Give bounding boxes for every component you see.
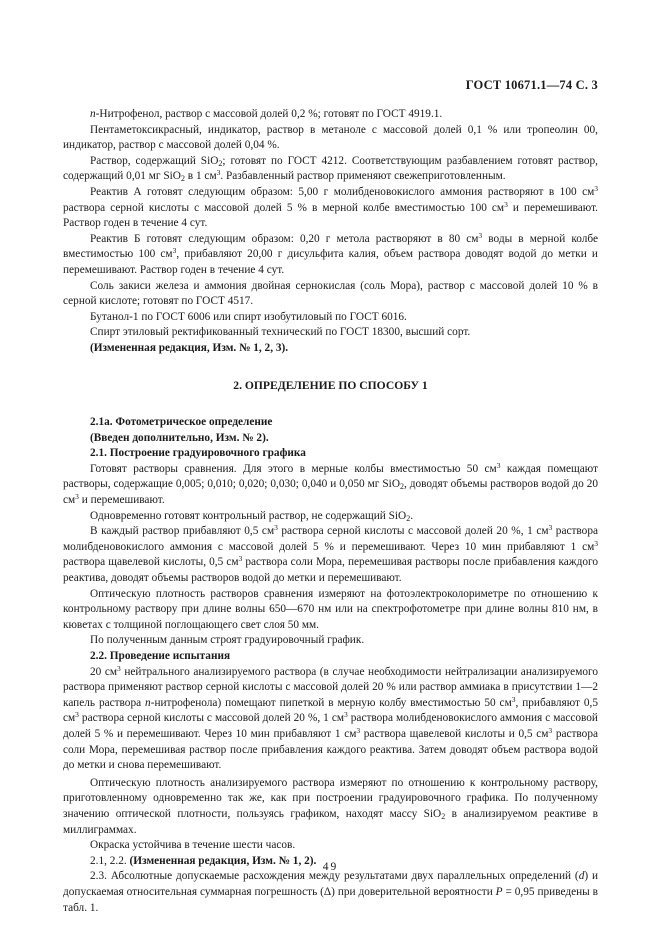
paragraph-indicator: Пентаметоксикрасный, индикатор, раствор в метаноле с массовой долей 0,1 % или тропеолин 00, индикатор, раствор с массовой долей 0,04 %.	[63, 123, 598, 152]
text: и перемешивают.	[78, 494, 165, 507]
text: Раствор, содержащий SiO	[90, 154, 219, 167]
subscript: 2	[218, 158, 223, 168]
subsection-heading-2-1a: 2.1а. Фотометрическое определение	[90, 416, 273, 429]
text: .	[410, 509, 414, 522]
paragraph-measurement	[63, 776, 598, 838]
amendment-text: (Измененная редакция, Изм. № 1, 2).	[129, 854, 317, 867]
paragraph-reagent-b	[63, 232, 598, 279]
running-header: ГОСТ 10671.1—74 С. 3	[465, 78, 598, 92]
paragraph-mohr-salt: Соль закиси железа и аммония двойная сернокислая (соль Мора), раствор с массовой долей 10 % в серной кислоте; готовят по ГОСТ 4517.	[63, 279, 598, 308]
superscript: 3	[478, 230, 483, 240]
text: каждая помещают растворы, содержащие 0,005; 0,010; 0,020; 0,030; 0,040 и 0,050 мг SiO	[63, 462, 598, 491]
text: раствора щавелевой кислоты и 0,5 см	[360, 727, 549, 740]
paragraph-control-solution	[63, 509, 598, 525]
italic-d: d	[578, 870, 585, 883]
paragraph-add-reagents	[63, 524, 598, 586]
superscript: 3	[75, 492, 79, 502]
text: раствора щавелевой кислоты, 0,5 см	[63, 556, 239, 569]
paragraph-reference-solutions	[63, 462, 598, 509]
superscript: 3	[511, 694, 516, 704]
text: , доводят объемы растворов водой до 20 см	[63, 478, 598, 507]
paragraph-calibration-graph: По полученным данным строят градуировочный график.	[90, 634, 365, 647]
paragraph-ethanol: Спирт этиловый ректификованный технический по ГОСТ 18300, высший сорт.	[90, 326, 471, 339]
text: Одновременно готовят контрольный раствор, не содержащий SiO	[90, 509, 407, 522]
subscript: 2	[441, 811, 446, 821]
italic-p: P	[495, 885, 503, 898]
text: ; готовят по ГОСТ 4212. Соответствующим разбавлением готовят раствор, содержащий 0,01 мг SiO	[63, 154, 598, 183]
superscript: 3	[344, 710, 348, 720]
text: раствора серной кислоты с массовой долей 20 %, 1 см	[78, 712, 345, 725]
subsection-heading-2-1: 2.1. Построение градуировочного графика	[90, 447, 306, 460]
superscript: 3	[117, 663, 121, 673]
paragraph-butanol: Бутанол-1 по ГОСТ 6006 или спирт изобутиловый по ГОСТ 6016.	[90, 310, 407, 323]
superscript: 3	[75, 710, 79, 720]
paragraph-nitrophenol	[63, 107, 598, 123]
text: нейтрального анализируемого раствора (в случае необходимости нейтрализации анализируемого раствора применяют раствор серной кислоты с массовой долей 20 % или раствор аммиака в присутствии 1—2 капель раствора	[63, 665, 598, 709]
text: в анализируемом реактиве в миллиграммах.	[63, 807, 598, 836]
page-number: 49	[322, 861, 339, 873]
section-title: 2. ОПРЕДЕЛЕНИЕ ПО СПОСОБУ 1	[233, 378, 428, 392]
text: 2.3. Абсолютные допускаемые расхождения между результатами двух параллельных определений (	[90, 870, 579, 883]
text: Оптическую плотность анализируемого раствора измеряют по отношению к контрольному раствору, приготовленному одновременно так же, как при построении градуировочного графика. По полученному значению оптической плотности, пользуясь графиком, находят массу SiO	[63, 776, 598, 820]
text: раствора серной кислоты с массовой долей 5 % в мерной колбе вместимостью 100 см	[63, 201, 505, 214]
paragraph-test-procedure	[63, 665, 598, 774]
amendment-note: (Введен дополнительно, Изм. № 2).	[90, 431, 269, 444]
text: Реактив А готовят следующим образом: 5,00 г молибденовокислого аммония растворяют в 100 см	[90, 185, 595, 198]
amendment-note: (Измененная редакция, Изм. № 1, 2, 3).	[90, 341, 289, 354]
text: Реактив Б готовят следующим образом: 0,20 г метола растворяют в 80 см	[90, 232, 479, 245]
superscript: 3	[548, 523, 553, 533]
superscript: 3	[356, 725, 361, 735]
superscript: 3	[504, 199, 508, 209]
text: В каждый раствор прибавляют 0,5 см	[90, 525, 275, 538]
text: раствора серной кислоты с массовой долей 20 %, 1 см	[277, 525, 549, 538]
superscript: 3	[274, 523, 278, 533]
superscript: 3	[548, 725, 553, 735]
text: -нитрофенола) помещают пипеткой в мерную колбу вместимостью 50 см	[150, 696, 512, 709]
text: , прибавляют 0,5 см	[63, 696, 598, 725]
text: раствора соли Мора, перемешивая раствор после прибавления каждого реактива. Затем доводят объем раствора водой до метки и снова перемешивают.	[63, 727, 598, 772]
text: 20 см	[90, 665, 118, 678]
superscript: 3	[496, 460, 501, 470]
superscript: 3	[594, 183, 598, 193]
text: Готовят растворы сравнения. Для этого в мерные колбы вместимостью 50 см	[90, 462, 497, 475]
paragraph-color-stability: Окраска устойчива в течение шести часов.	[90, 839, 296, 852]
subscript: 2	[399, 482, 404, 492]
superscript: 3	[238, 554, 243, 564]
document-body	[63, 107, 598, 916]
subsection-heading-2-2: 2.2. Проведение испытания	[90, 650, 231, 662]
text: -Нитрофенол, раствор с массовой долей 0,2 %; готовят по ГОСТ 4919.1.	[95, 108, 443, 120]
text: и перемешивают. Раствор годен в течение 4 сут.	[63, 201, 598, 230]
text: ) и допускаемая относительная суммарная погрешность (Δ) при доверительной вероятности	[63, 870, 598, 898]
paragraph-reagent-a	[63, 185, 598, 232]
text: 2.1, 2.2.	[90, 854, 130, 867]
text: раствора молибденовокислого аммония с массовой долей 5 % и перемешивают. Через 10 мин прибавляют 1 см	[63, 525, 598, 553]
superscript: 3	[594, 538, 598, 548]
text: в 1 см	[184, 170, 217, 183]
text: воды в мерной колбе вместимостью 100 см	[63, 232, 598, 261]
italic-n: n	[145, 696, 151, 709]
paragraph-2-3-tolerances	[63, 869, 598, 916]
text: , прибавляют 20,00 г дисульфита калия, объем раствора доводят водой до метки и перемешивают. Раствор годен в течение 4 сут.	[63, 248, 598, 276]
paragraph-sio2-solution	[63, 154, 598, 185]
subscript: 2	[180, 174, 185, 184]
superscript: 3	[216, 168, 221, 178]
paragraph-optical-density: Оптическую плотность растворов сравнения измеряют на фотоэлектроколориметре по отношению к контрольному раствору при длине волны 650—670 нм или на спектрофотометре при длине волны 810 нм, в кюветах с толщиной поглощающего свет слоя 50 мм.	[63, 587, 598, 631]
text: раствора молибденовокислого аммония с массовой долей 5 % и перемешивают. Через 10 мин прибавляют 1 см	[63, 712, 598, 740]
text: = 0,95 приведены в табл. 1.	[63, 885, 598, 914]
text: раствора соли Мора, перемешивая растворы после прибавления каждого реактива, доводят объемы растворов водой до метки и перемешивают.	[63, 556, 598, 585]
subscript: 2	[406, 513, 411, 523]
superscript: 3	[172, 246, 177, 256]
text: . Разбавленный раствор применяют свежеприготовленным.	[220, 170, 506, 183]
italic-n: n	[90, 108, 96, 120]
